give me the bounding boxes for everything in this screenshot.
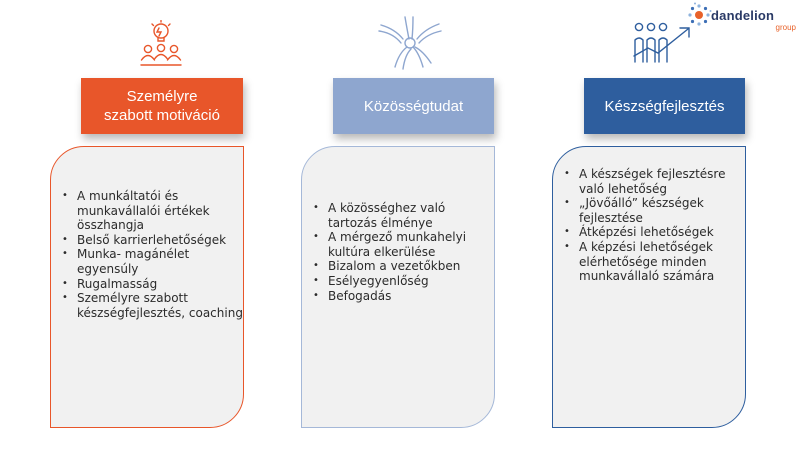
list-item: • Munka- magánélet egyensúly (51, 247, 243, 276)
list-item: • Átképzési lehetőségek (553, 225, 745, 240)
item-list (302, 201, 494, 303)
list-item: • A készségek fejlesztésre való lehetőség (553, 167, 745, 196)
list-item: • A közösséghez való tartozás élménye (302, 201, 494, 230)
list-item: • A képzési lehetőségek elérhetősége minden munkavállaló számára (553, 240, 745, 284)
header-line: Készségfejlesztés (604, 97, 725, 115)
list-item: • A mérgező munkahelyi kultúra elkerülése (302, 230, 494, 259)
list-item: • Belső karrierlehetőségek (51, 233, 243, 248)
header-skill-development (584, 78, 745, 134)
header-community (333, 78, 494, 134)
logo-subtitle: group (775, 23, 796, 32)
item-list (553, 167, 745, 284)
header-line: Közösségtudat (363, 97, 464, 115)
list-item: • Személyre szabott készségfejlesztés, coaching (51, 291, 243, 320)
header-line: Személyre (126, 88, 198, 105)
list-item: • Esélyegyenlőség (302, 274, 494, 289)
panel-personal-motivation (50, 146, 244, 428)
growth-people-icon (630, 18, 696, 70)
team-idea-icon (133, 20, 189, 70)
list-item: • „Jövőálló” készségek fejlesztése (553, 196, 745, 225)
panel-community (301, 146, 495, 428)
list-item: • A munkáltatói és munkavállalói értékek összhangja (51, 189, 243, 233)
panel-skill-development (552, 146, 746, 428)
list-item: • Rugalmasság (51, 277, 243, 292)
list-item: • Befogadás (302, 289, 494, 304)
item-list (51, 189, 243, 320)
dandelion-logo (686, 2, 798, 34)
logo-name: dandelion (711, 8, 775, 23)
header-personal-motivation (81, 78, 243, 134)
list-item: • Bizalom a vezetőkben (302, 259, 494, 274)
header-line: szabott motiváció (104, 107, 220, 124)
joined-hands-icon (375, 15, 445, 70)
